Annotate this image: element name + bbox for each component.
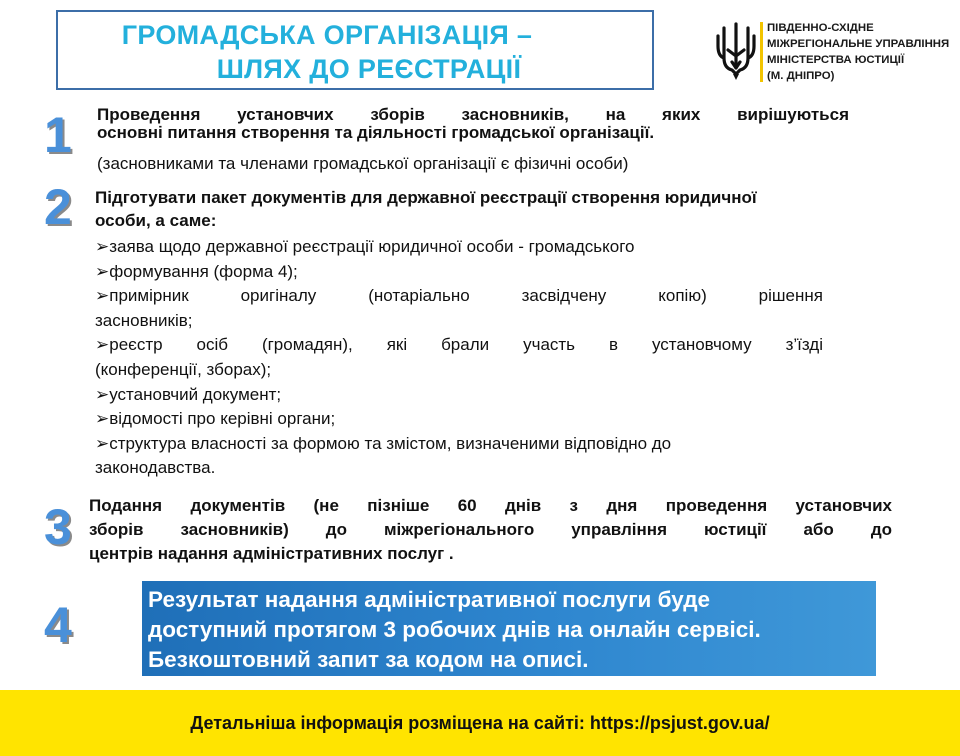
list-item: (конференції, зборах); [95,359,272,379]
step-1-note: (засновниками та членами громадської організації є фізичні особи) [97,154,629,173]
agency-line2: МІЖРЕГІОНАЛЬНЕ УПРАВЛІННЯ [767,38,950,50]
list-item: ➢реєстр осіб (громадян), які брали участь в установчому з’їзді [95,335,823,355]
list-item: ➢формування (форма 4); [95,261,298,281]
list-item: ➢установчий документ; [95,384,282,404]
result-line1: Результат надання адміністративної послуги буде [148,587,710,612]
list-item: ➢відомості про керівні органи; [95,409,336,429]
step-1-number: 1 [44,107,72,163]
step-3-number: 3 [44,499,72,555]
trident-emblem-icon [714,22,758,82]
step-3-line1: Подання документів (не пізніше 60 днів з дня проведення установчих [89,496,892,515]
list-item: ➢примірник оригіналу (нотаріально засвідчену копію) рішення [95,286,823,306]
step-2-heading [95,186,917,232]
result-box [142,581,876,676]
list-item: законодавства. [95,458,216,478]
step-1-text [97,106,849,175]
step-2-number: 2 [44,179,72,235]
title-box [56,10,654,90]
page-title-line2: ШЛЯХ ДО РЕЄСТРАЦІЇ [216,54,522,84]
list-item: засновників; [95,310,193,330]
step-3-line3: центрів надання адміністративних послуг . [89,544,454,563]
list-item: ➢структура власності за формою та змістом, визначеними відповідно до [95,433,672,453]
result-line3: Безкоштовний запит за кодом на описі. [148,647,589,672]
step-1-line1: Проведення установчих зборів засновників, на яких вирішуються [97,105,849,124]
step-3-line2: зборів засновників) до міжрегіонального управління юстиції або до [89,520,892,539]
step-1-line2: основні питання створення та діяльності громадської організації. [97,123,655,142]
footer-banner [0,690,960,756]
step-2-heading-line1: Підготувати пакет документів для державної реєстрації створення юридичної [95,188,757,207]
step-3-text [89,494,892,566]
page-title-line1: ГРОМАДСЬКА ОРГАНІЗАЦІЯ – [121,20,533,50]
footer-text: Детальніша інформація розміщена на сайті: https://psjust.gov.ua/ [190,712,770,733]
agency-line3: МІНІСТЕРСТВА ЮСТИЦІЇ [767,54,905,66]
list-item: ➢заява щодо державної реєстрації юридичної особи - громадського [95,237,635,256]
agency-line4: (М. ДНІПРО) [767,70,835,82]
step-2-heading-line2: особи, а саме: [95,211,217,230]
agency-name [767,20,957,84]
step-4-number: 4 [44,597,72,653]
step-2-document-list [95,235,823,481]
agency-line1: ПІВДЕННО-СХІДНЕ [767,22,874,34]
logo-divider [760,22,763,82]
result-line2: доступний протягом 3 робочих днів на онлайн сервісі. [148,617,761,642]
